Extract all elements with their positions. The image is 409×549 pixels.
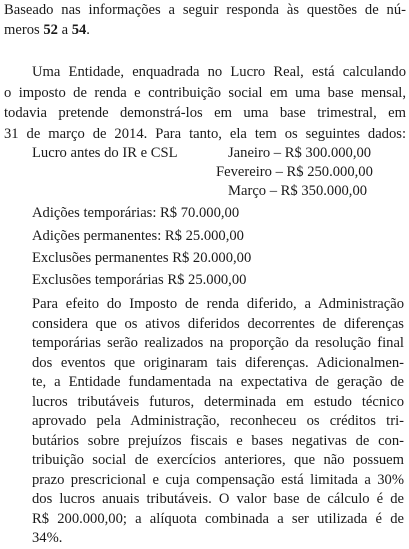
paragraph-line: o imposto de renda e contribuição social em uma base mensal, [4,84,406,101]
paragraph-line: dos eventos que originaram tais diferenças. Adicionalmen- [32,354,404,371]
paragraph-line: todavia pretende demonstrá-los em uma base trimestral, em [4,105,406,121]
deferred-tax-paragraph [32,295,404,549]
month-march: Março – R$ 350.000,00 [228,183,368,199]
paragraph-line: prazo prescricional e cuja compensação está limitada a 30% [32,471,404,488]
exclusoes-permanentes: Exclusões permanentes R$ 20.000,00 [32,250,252,266]
intro-line-2 [4,20,406,40]
paragraph-line: 34%. [32,530,63,546]
exclusoes-temporarias: Exclusões temporárias R$ 25.000,00 [32,272,247,288]
paragraph-line: aprovado pela Administração, reconheceu os créditos tri- [32,413,404,429]
intro-line-1: Baseado nas informações a seguir responda às questões de nú- [4,2,406,18]
lucro-label: Lucro antes do IR e CSL [32,145,178,161]
question-number-end: 54 [71,22,87,38]
paragraph-line: considera que os ativos diferidos decorrentes de diferenças [32,315,404,332]
intro-paragraph [4,0,406,40]
paragraph-line: Para efeito do Imposto de renda diferido, a Administração [32,296,404,312]
paragraph-line: tribuição social de exercícios anteriores, que não possuem [32,452,404,468]
intro-text: . [86,22,90,38]
intro-text: meros [4,22,44,38]
intro-text: a [57,22,72,38]
paragraph-line: R$ 200.000,00; a alíquota combinada a ser utilizada é de [32,510,404,527]
paragraph-line: te, a Entidade fundamentada na expectativa de geração de [32,374,404,390]
adicoes-temporarias: Adições temporárias: R$ 70.000,00 [32,205,240,221]
paragraph-line: temporárias serão realizados na proporção da resolução final [32,335,404,351]
paragraph-line: 31 de março de 2014. Para tanto, ela tem os seguintes dados: [4,125,406,142]
paragraph-line: dos lucros anuais tributáveis. O valor base de cálculo é de [32,491,404,507]
paragraph-line: Uma Entidade, enquadrada no Lucro Real, está calculando [32,64,406,80]
month-february: Fevereiro – R$ 250.000,00 [216,164,373,180]
paragraph-line: lucros tributáveis futuros, determinada em estudo técnico [32,393,404,410]
adicoes-permanentes: Adições permanentes: R$ 25.000,00 [32,228,244,244]
paragraph-line: butários sobre prejuízos fiscais e bases negativas de con- [32,432,404,449]
context-paragraph [4,62,406,144]
question-number-start: 52 [43,22,58,38]
month-january: Janeiro – R$ 300.000,00 [228,145,372,161]
